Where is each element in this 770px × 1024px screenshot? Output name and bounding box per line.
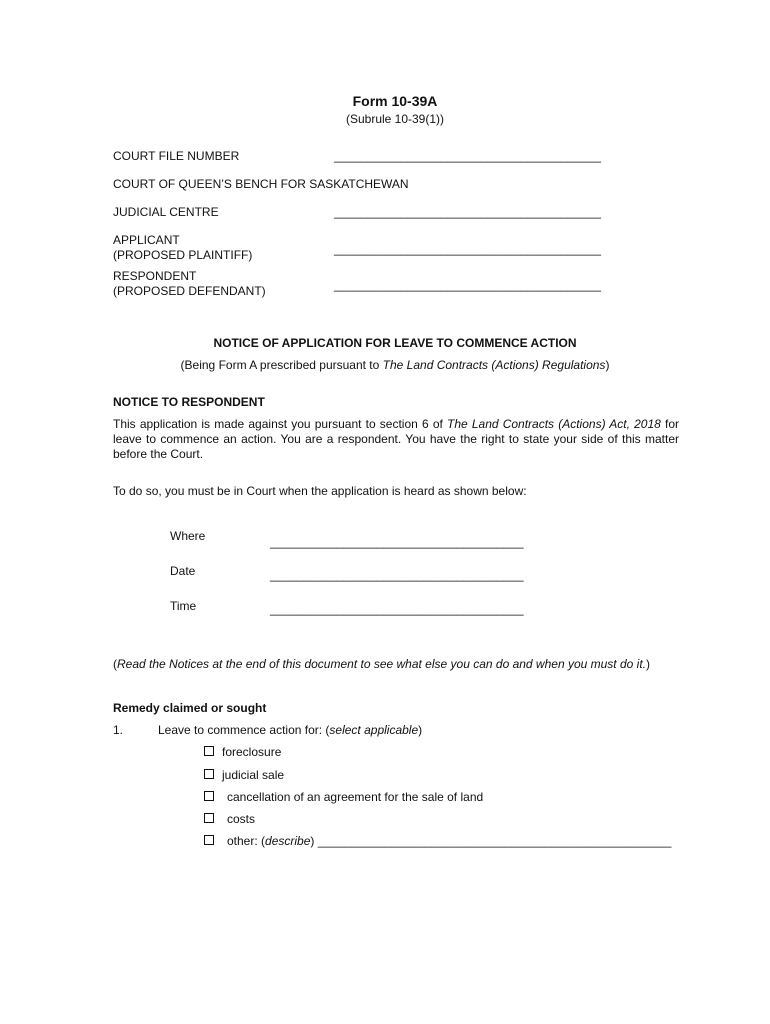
option-label: costs xyxy=(227,812,256,826)
notice-paragraph-2: To do so, you must be in Court when the application is heard as shown below: xyxy=(113,484,527,498)
court-name: COURT OF QUEEN’S BENCH FOR SASKATCHEWAN xyxy=(113,177,409,191)
para1-prefix: This application is made against you pursuant to section 6 of xyxy=(113,417,447,431)
checkbox-judicial-sale[interactable] xyxy=(204,769,214,779)
option-judicial-sale xyxy=(204,768,284,783)
read-notices-close: ) xyxy=(646,657,650,671)
option-other xyxy=(204,834,671,849)
prescribed-note xyxy=(0,358,770,373)
time-field[interactable]: ______________________________________ xyxy=(270,602,524,616)
proposed-plaintiff-label: (PROPOSED PLAINTIFF) xyxy=(113,248,253,262)
court-file-number-label: COURT FILE NUMBER xyxy=(113,149,240,163)
option-label: judicial sale xyxy=(222,768,285,782)
read-notices-text: Read the Notices at the end of this document to see what else you can do and when you must do it. xyxy=(117,657,646,671)
option-costs xyxy=(204,812,255,827)
time-label: Time xyxy=(170,599,197,613)
remedy-lead-suffix: ) xyxy=(418,723,423,737)
option-cancellation xyxy=(204,790,483,805)
option-foreclosure xyxy=(204,745,281,760)
para1-act: The Land Contracts (Actions) Act, 2018 xyxy=(447,417,661,431)
form-subrule: (Subrule 10-39(1)) xyxy=(345,112,445,126)
notice-paragraph-1 xyxy=(113,417,679,462)
option-label: cancellation of an agreement for the sale of land xyxy=(227,790,484,804)
read-notices-note xyxy=(113,657,650,672)
respondent-field[interactable]: ________________________________________ xyxy=(334,278,601,292)
option-label: foreclosure xyxy=(222,745,282,759)
checkbox-cancellation[interactable] xyxy=(204,791,214,801)
judicial-centre-label: JUDICIAL CENTRE xyxy=(113,205,219,219)
notice-heading: NOTICE OF APPLICATION FOR LEAVE TO COMMENCE ACTION xyxy=(213,336,577,350)
form-title: Form 10-39A xyxy=(352,93,438,109)
remedy-lead-prefix: Leave to commence action for: ( xyxy=(158,723,330,737)
prescribed-suffix: ) xyxy=(605,358,610,372)
other-italic: describe xyxy=(265,834,311,848)
other-prefix: other: ( xyxy=(227,834,266,848)
where-field[interactable]: ______________________________________ xyxy=(270,535,524,549)
respondent-label: RESPONDENT xyxy=(113,269,197,283)
date-field[interactable]: ______________________________________ xyxy=(270,568,524,582)
prescribed-regulation: The Land Contracts (Actions) Regulations xyxy=(382,358,606,372)
judicial-centre-field[interactable]: ________________________________________ xyxy=(334,205,601,219)
remedy-lead-italic: select applicable xyxy=(329,723,419,737)
notice-to-respondent-heading: NOTICE TO RESPONDENT xyxy=(113,395,265,409)
checkbox-other[interactable] xyxy=(204,835,214,845)
date-label: Date xyxy=(170,564,196,578)
applicant-label: APPLICANT xyxy=(113,233,180,247)
proposed-defendant-label: (PROPOSED DEFENDANT) xyxy=(113,284,266,298)
remedy-heading: Remedy claimed or sought xyxy=(113,701,267,715)
remedy-number: 1. xyxy=(113,723,124,737)
checkbox-costs[interactable] xyxy=(204,813,214,823)
other-suffix: ) xyxy=(310,834,318,848)
para1-suffix: for leave to commence an action. You are a respondent. You have the right to state your side of this matter before the Court. xyxy=(113,417,679,461)
checkbox-foreclosure[interactable] xyxy=(204,746,214,756)
read-notices-open: ( xyxy=(113,657,117,671)
other-description-field[interactable]: _____________________________________________________ xyxy=(317,834,672,848)
where-label: Where xyxy=(170,529,206,543)
prescribed-prefix: (Being Form A prescribed pursuant to xyxy=(180,358,383,372)
remedy-lead xyxy=(158,723,422,738)
applicant-field[interactable]: ________________________________________ xyxy=(334,242,601,256)
court-file-number-field[interactable]: ________________________________________ xyxy=(334,149,601,163)
